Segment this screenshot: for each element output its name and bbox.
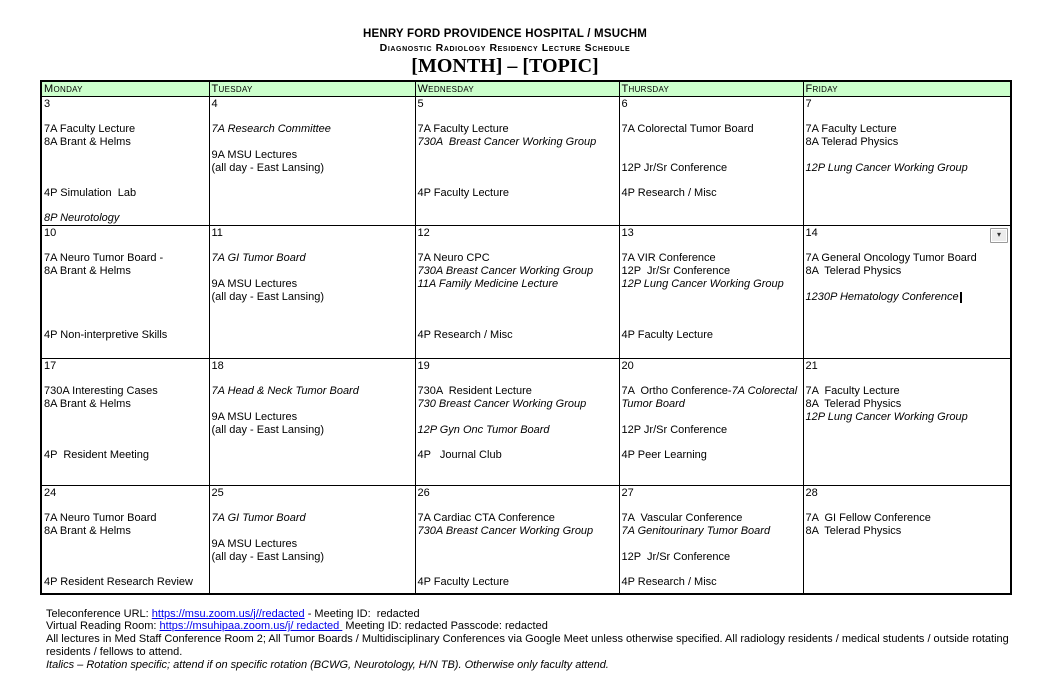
day-number: 10 — [44, 227, 57, 240]
blank-line — [44, 563, 207, 576]
day-number: 26 — [417, 487, 430, 500]
blank-line — [622, 174, 801, 187]
event-text: 7A Colorectal Tumor Board — [621, 123, 754, 136]
event-text: 8A Brant & Helms — [44, 525, 131, 538]
event-line — [622, 449, 801, 462]
blank-line — [212, 398, 413, 411]
calendar-header-row — [41, 81, 1011, 97]
event-line — [418, 449, 617, 462]
event-line — [212, 538, 413, 551]
event-line — [806, 265, 1009, 278]
event-text: 8A Brant & Helms — [44, 265, 131, 278]
hospital-title: HENRY FORD PROVIDENCE HOSPITAL / MSUCHM — [362, 28, 648, 40]
blank-line — [622, 240, 801, 253]
event-text: 4P Journal Club — [417, 448, 502, 461]
day-number: 5 — [417, 98, 424, 110]
teleconference-link[interactable]: https://msu.zoom.us/j//redacted — [151, 607, 305, 620]
blank-line — [44, 436, 207, 449]
blank-line — [44, 424, 207, 437]
schedule-subtitle: Diagnostic Radiology Residency Lecture Schedule — [379, 42, 631, 54]
event-line — [806, 291, 1009, 304]
event-line — [212, 551, 413, 564]
event-line — [418, 136, 617, 149]
day-number: 24 — [44, 487, 57, 500]
event-line — [622, 278, 801, 291]
blank-line — [622, 111, 801, 124]
event-line — [622, 252, 801, 265]
event-text: 8A Telerad Physics — [805, 265, 902, 278]
blank-line — [418, 436, 617, 449]
event-text: (all day - East Lansing) — [211, 423, 324, 436]
blank-line — [44, 500, 207, 513]
event-line — [44, 385, 207, 398]
blank-line — [44, 111, 207, 124]
day-cell-25[interactable] — [209, 486, 415, 594]
event-line — [44, 265, 207, 278]
event-text: 9A MSU Lectures — [211, 537, 298, 550]
footer-line — [46, 608, 1034, 621]
event-text: 7A GI Fellow Conference — [805, 512, 931, 525]
week-row — [41, 97, 1011, 226]
day-number: 18 — [211, 360, 224, 373]
event-line — [418, 576, 617, 589]
event-text: 7A Neuro CPC — [417, 252, 490, 265]
event-text: 7A Research Committee — [211, 123, 331, 136]
blank-line — [418, 500, 617, 513]
event-text: 7A Neuro Tumor Board — [44, 512, 157, 525]
event-text: 7A VIR Conference — [621, 252, 716, 265]
blank-line — [418, 240, 617, 253]
day-number: 11 — [211, 227, 223, 240]
day-number: 28 — [805, 487, 818, 500]
week-row — [41, 486, 1011, 594]
blank-line — [44, 174, 207, 187]
event-text: 4P Resident Research Review — [44, 575, 193, 588]
blank-line — [212, 265, 413, 278]
event-text: 8A Brant & Helms — [44, 398, 131, 411]
event-text: 1230P Hematology Conference — [805, 290, 959, 303]
event-text: 4P Faculty Lecture — [417, 186, 510, 199]
footer-text: Meeting ID: redacted Passcode: redacted — [342, 620, 548, 633]
week-row — [41, 359, 1011, 486]
day-cell-4[interactable] — [209, 97, 415, 226]
day-header-monday: Monday — [41, 81, 209, 97]
blank-line — [418, 373, 617, 386]
event-text: 4P Resident Meeting — [44, 448, 149, 461]
event-line — [44, 212, 207, 225]
blank-line — [418, 149, 617, 162]
teleconference-link[interactable]: https://msuhipaa.zoom.us/j/ redacted — [159, 620, 343, 633]
event-line — [622, 187, 801, 200]
event-text: 7A Ortho Conference- — [621, 385, 732, 398]
blank-line — [44, 278, 207, 291]
blank-line — [622, 291, 801, 304]
event-text: 730 Breast Cancer Working Group — [417, 398, 587, 411]
event-text: 11A Family Medicine Lecture — [417, 277, 559, 290]
event-line — [44, 123, 207, 136]
day-cell-14[interactable] — [803, 226, 1011, 359]
week-row — [41, 226, 1011, 359]
day-number: 3 — [44, 98, 51, 110]
event-line — [212, 162, 413, 175]
calendar-table — [40, 80, 1012, 595]
event-text: 7A Colorectal Tumor Board — [621, 385, 801, 411]
day-number: 20 — [621, 360, 634, 373]
blank-line — [212, 136, 413, 149]
day-cell-18[interactable] — [209, 359, 415, 486]
blank-line — [622, 538, 801, 551]
blank-line — [44, 149, 207, 162]
event-line — [212, 424, 413, 437]
event-line — [212, 385, 413, 398]
day-cell-11[interactable] — [209, 226, 415, 359]
blank-line — [418, 411, 617, 424]
day-number: 21 — [805, 360, 818, 373]
event-line — [622, 576, 801, 589]
day-number: 25 — [211, 487, 224, 500]
day-cell-7[interactable] — [803, 97, 1011, 226]
event-line — [806, 398, 1009, 411]
event-line — [212, 123, 413, 136]
blank-line — [44, 538, 207, 551]
day-number: 4 — [211, 98, 218, 110]
blank-line — [418, 162, 617, 175]
event-text: (all day - East Lansing) — [211, 550, 324, 563]
event-text: 8A Telerad Physics — [805, 136, 899, 149]
event-text: 12P Lung Cancer Working Group — [805, 161, 968, 174]
event-line — [44, 449, 207, 462]
event-text: 12P Gyn Onc Tumor Board — [417, 423, 550, 436]
blank-line — [212, 525, 413, 538]
blank-line — [212, 111, 413, 124]
event-line — [418, 512, 617, 525]
event-text: 7A General Oncology Tumor Board — [805, 252, 977, 265]
event-line — [622, 424, 801, 437]
day-cell-21[interactable] — [803, 359, 1011, 486]
event-line — [622, 551, 801, 564]
day-cell-6[interactable] — [619, 97, 803, 226]
blank-line — [622, 136, 801, 149]
event-text: 4P Research / Misc — [417, 328, 513, 341]
footer-notes — [46, 608, 1034, 672]
day-cell-3[interactable] — [41, 97, 209, 226]
event-text: 4P Peer Learning — [621, 448, 707, 461]
event-line — [622, 329, 801, 342]
event-text: 4P Faculty Lecture — [621, 328, 714, 341]
event-line — [418, 525, 617, 538]
event-line — [418, 252, 617, 265]
day-cell-10[interactable] — [41, 226, 209, 359]
footer-line — [46, 633, 1034, 659]
event-line — [622, 123, 801, 136]
blank-line — [806, 500, 1009, 513]
event-text: 8A Telerad Physics — [805, 398, 902, 411]
event-line — [44, 187, 207, 200]
day-number: 7 — [805, 98, 812, 110]
day-cell-26[interactable] — [415, 486, 619, 594]
event-text: 9A MSU Lectures — [211, 410, 298, 423]
event-text: 12P Jr/Sr Conference — [621, 550, 731, 563]
day-header-thursday: Thursday — [619, 81, 803, 97]
event-text: 7A Vascular Conference — [621, 512, 743, 525]
day-number: 19 — [417, 360, 430, 373]
blank-line — [418, 316, 617, 329]
event-line — [622, 162, 801, 175]
event-line — [44, 136, 207, 149]
day-header-wednesday: Wednesday — [415, 81, 619, 97]
event-line — [418, 385, 617, 398]
footer-line — [46, 659, 1034, 672]
footer-text: Italics – Rotation specific; attend if on specific rotation (BCWG, Neurotology, H/N TB). Otherwise only faculty attend. — [46, 658, 609, 671]
event-text: 7A GI Tumor Board — [211, 252, 306, 265]
event-text: 12P Jr/Sr Conference — [621, 161, 728, 174]
footer-text: - Meeting ID: redacted — [304, 607, 420, 620]
blank-line — [622, 149, 801, 162]
event-text: 12P Jr/Sr Conference — [621, 423, 728, 436]
event-line — [212, 252, 413, 265]
blank-line — [44, 291, 207, 304]
event-text: 4P Research / Misc — [621, 575, 717, 588]
footer-text: Teleconference URL: — [46, 607, 152, 620]
event-line — [44, 525, 207, 538]
day-cell-13[interactable] — [619, 226, 803, 359]
day-cell-12[interactable] — [415, 226, 619, 359]
day-cell-17[interactable] — [41, 359, 209, 486]
footer-text: All lectures in Med Staff Conference Room 2; All Tumor Boards / Multidisciplinary Conferences via Google Meet unless otherwise specified. All radiology residents / medical students / outside rotating residents / fellows to attend. — [46, 633, 1012, 658]
event-line — [806, 385, 1009, 398]
event-line — [418, 329, 617, 342]
footer-text: Virtual Reading Room: — [46, 620, 160, 633]
event-text: 7A Faculty Lecture — [417, 123, 509, 136]
blank-line — [806, 278, 1009, 291]
event-text: 8A Brant & Helms — [44, 136, 131, 149]
event-line — [44, 576, 207, 589]
event-line — [622, 385, 801, 410]
event-text: 7A Faculty Lecture — [44, 123, 136, 136]
event-line — [44, 252, 207, 265]
blank-line — [622, 411, 801, 424]
day-cell-28[interactable] — [803, 486, 1011, 594]
event-line — [212, 149, 413, 162]
day-number: 6 — [621, 98, 628, 110]
event-line — [806, 411, 1009, 424]
event-line — [806, 512, 1009, 525]
blank-line — [806, 240, 1009, 253]
event-text: 7A Faculty Lecture — [805, 123, 897, 136]
event-line — [44, 329, 207, 342]
blank-line — [418, 303, 617, 316]
event-text: 8P Neurotology — [44, 212, 120, 225]
event-text: 7A Neuro Tumor Board - — [44, 252, 164, 265]
blank-line — [44, 411, 207, 424]
day-header-tuesday: Tuesday — [209, 81, 415, 97]
blank-line — [44, 240, 207, 253]
month-topic-title: [MONTH] – [TOPIC] — [411, 55, 599, 77]
event-text: 730A Breast Cancer Working Group — [417, 265, 594, 278]
event-line — [212, 411, 413, 424]
blank-line — [806, 149, 1009, 162]
event-text: (all day - East Lansing) — [211, 161, 324, 174]
blank-line — [418, 291, 617, 304]
blank-line — [212, 240, 413, 253]
day-number: 27 — [621, 487, 634, 500]
event-text: 4P Research / Misc — [621, 186, 717, 199]
day-header-friday: Friday — [803, 81, 1011, 97]
blank-line — [44, 551, 207, 564]
event-text: 730A Resident Lecture — [417, 385, 532, 398]
calendar-body — [41, 97, 1011, 594]
day-number: 12 — [417, 227, 430, 240]
blank-line — [418, 174, 617, 187]
blank-line — [418, 563, 617, 576]
day-cell-5[interactable] — [415, 97, 619, 226]
blank-line — [622, 436, 801, 449]
blank-line — [44, 316, 207, 329]
footer-line — [46, 620, 1034, 633]
blank-line — [622, 373, 801, 386]
day-cell-27[interactable] — [619, 486, 803, 594]
event-line — [418, 398, 617, 411]
text-cursor — [960, 292, 962, 303]
blank-line — [212, 500, 413, 513]
blank-line — [418, 551, 617, 564]
title-block — [0, 28, 1010, 76]
event-line — [418, 278, 617, 291]
event-line — [806, 252, 1009, 265]
event-text: 8A Telerad Physics — [805, 525, 902, 538]
day-cell-24[interactable] — [41, 486, 209, 594]
event-line — [622, 525, 801, 538]
blank-line — [806, 373, 1009, 386]
blank-line — [212, 373, 413, 386]
event-line — [212, 291, 413, 304]
event-line — [806, 525, 1009, 538]
event-line — [418, 187, 617, 200]
event-line — [622, 265, 801, 278]
blank-line — [622, 563, 801, 576]
event-text: 12P Lung Cancer Working Group — [621, 277, 784, 290]
event-line — [622, 512, 801, 525]
event-line — [806, 162, 1009, 175]
event-line — [806, 136, 1009, 149]
blank-line — [44, 303, 207, 316]
event-text: 7A Cardiac CTA Conference — [417, 512, 555, 525]
event-text: 12P Lung Cancer Working Group — [805, 410, 968, 423]
event-text: 12P Jr/Sr Conference — [621, 265, 731, 278]
event-line — [212, 512, 413, 525]
day-number: 14 — [805, 227, 818, 240]
event-line — [44, 512, 207, 525]
event-line — [806, 123, 1009, 136]
event-text: 9A MSU Lectures — [211, 277, 298, 290]
event-text: 7A GI Tumor Board — [211, 512, 306, 525]
event-line — [418, 265, 617, 278]
blank-line — [44, 373, 207, 386]
event-text: 7A Faculty Lecture — [805, 385, 900, 398]
blank-line — [622, 500, 801, 513]
blank-line — [622, 303, 801, 316]
event-text: 730A Interesting Cases — [44, 385, 158, 398]
chevron-down-icon: ▾ — [996, 230, 1001, 240]
day-cell-19[interactable] — [415, 359, 619, 486]
blank-line — [622, 316, 801, 329]
event-text: 730A Breast Cancer Working Group — [417, 136, 597, 149]
event-text: 7A Genitourinary Tumor Board — [621, 525, 771, 538]
event-line — [418, 424, 617, 437]
blank-line — [44, 162, 207, 175]
event-text: 7A Head & Neck Tumor Board — [211, 385, 359, 398]
event-text: (all day - East Lansing) — [211, 290, 324, 303]
blank-line — [44, 200, 207, 213]
day-cell-20[interactable] — [619, 359, 803, 486]
event-line — [44, 398, 207, 411]
event-line — [212, 278, 413, 291]
blank-line — [418, 111, 617, 124]
event-text: 4P Non-interpretive Skills — [44, 328, 168, 341]
day-number: 17 — [44, 360, 57, 373]
event-line — [418, 123, 617, 136]
blank-line — [806, 111, 1009, 124]
blank-line — [418, 538, 617, 551]
event-text: 4P Simulation Lab — [44, 186, 137, 199]
dropdown-button[interactable] — [990, 228, 1008, 243]
event-text: 9A MSU Lectures — [211, 148, 298, 161]
event-text: 4P Faculty Lecture — [417, 575, 510, 588]
day-number: 13 — [621, 227, 634, 240]
event-text: 730A Breast Cancer Working Group — [417, 525, 594, 538]
